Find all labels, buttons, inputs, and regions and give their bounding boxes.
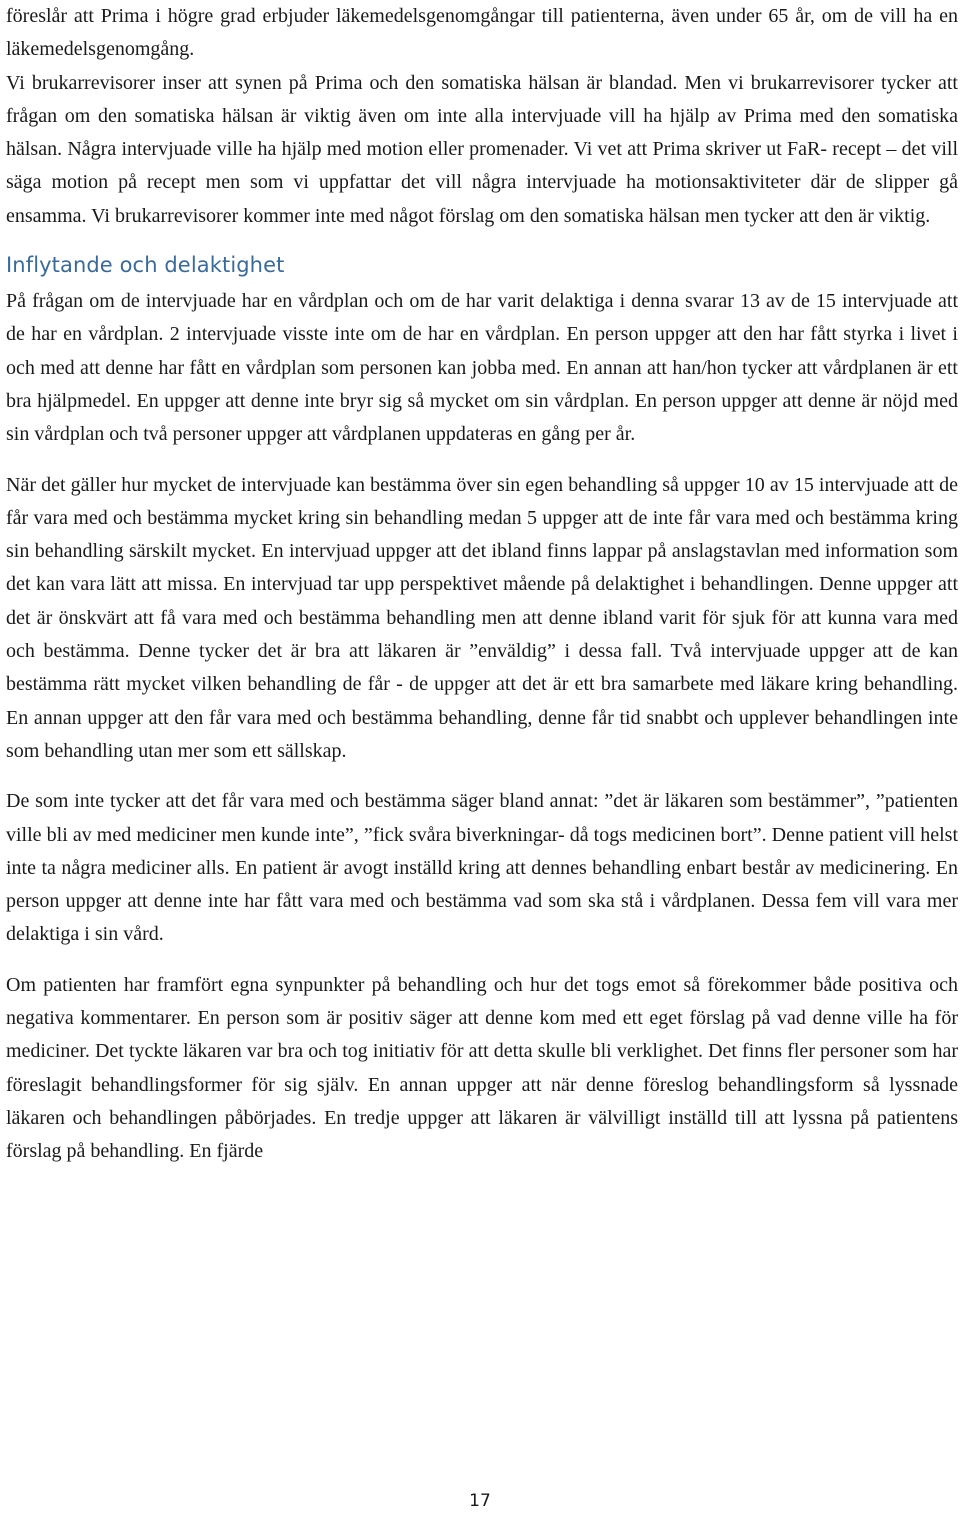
paragraph-not-involved: De som inte tycker att det får vara med och bestämma säger bland annat: ”det är läkaren som bestämmer”, ”patienten ville bli av med mediciner men kunde inte”, ”fick svåra biverkningar- då togs medicinen bort”. Denne patient vill helst inte ta några mediciner alls. En patient är avogt inställd kring att dennes behandling enbart består av medicinering. En person uppger att denne inte har fått vara med och bestämma vad som ska stå i vårdplanen. Dessa fem vill vara mer delaktiga i sin vård. (6, 790, 958, 946)
paragraph-continued: föreslår att Prima i högre grad erbjuder läkemedelsgenomgångar till patienterna, även under 65 år, om de vill ha en läkemedelsgenomgång. (6, 5, 958, 61)
paragraph-somatic-health: Vi brukarrevisorer inser att synen på Prima och den somatiska hälsan är blandad. Men vi brukarrevisorer tycker att frågan om den somatiska hälsan är viktig även om inte alla intervjuade vill ha hjälp av Prima med den somatiska hälsan. Några intervjuade ville ha hjälp med motion eller promenader. Vi vet att Prima skriver ut FaR- recept – det vill säga motion på recept men som vi uppfattar det vill några intervjuade ha motionsaktiviteter där de slipper gå ensamma. Vi brukarrevisorer kommer inte med något förslag om den somatiska hälsan men tycker att den är viktig. (6, 71, 958, 227)
paragraph-care-plan: På frågan om de intervjuade har en vårdplan och om de har varit delaktiga i denna svarar 13 av de 15 intervjuade att de har en vårdplan. 2 intervjuade visste inte om de har en vårdplan. En person uppger att den har fått styrka i livet i och med att denne har fått en vårdplan som personen kan jobba med. En annan att han/hon tycker att vårdplanen är ett bra hjälpmedel. En uppger att denne inte bryr sig så mycket om sin vårdplan. En person uppger att denne är nöjd med sin vårdplan och två personer uppger att vårdplanen uppdateras en gång per år. (6, 290, 958, 446)
section-heading: Inflytande och delaktighet (6, 253, 285, 278)
page-content (6, 0, 958, 1169)
page-number: 17 (469, 1491, 491, 1511)
paragraph-patient-suggestions: Om patienten har framfört egna synpunkter på behandling och hur det togs emot så förekommer både positiva och negativa kommentarer. En person som är positiv säger att denne kom med ett eget förslag på vad denne ville ha för mediciner. Det tyckte läkaren var bra och tog initiativ för att detta skulle bli verklighet. Det finns fler personer som har föreslagit behandlingsformer för sig själv. En annan uppger att när denne föreslog behandlingsform så lyssnade läkaren och behandlingen påbörjades. En tredje uppger att läkaren är välvilligt inställd till att lyssna på patientens förslag på behandling. En fjärde (6, 973, 958, 1163)
paragraph-treatment-decisions: När det gäller hur mycket de intervjuade kan bestämma över sin egen behandling så uppger 10 av 15 intervjuade att de får vara med och bestämma mycket kring sin behandling medan 5 uppger att de inte får vara med och bestämma kring sin behandling särskilt mycket. En intervjuad uppger att det ibland finns lappar på anslagstavlan med information som det kan vara lätt att missa. En intervjuad tar upp perspektivet mående på delaktighet i behandlingen. Denne uppger att det är önskvärt att få vara med och bestämma behandling men att denne ibland varit för sjuk för att kunna vara med och bestämma. Denne tycker det är bra att läkaren är ”enväldig” i dessa fall. Två intervjuade uppger att de kan bestämma rätt mycket vilken behandling de får - de uppger att det är ett bra samarbete med läkare kring behandling. En annan uppger att den får vara med och bestämma behandling, denne får tid snabbt och upplever behandlingen inte som behandling utan mer som ett sällskap. (6, 473, 958, 762)
